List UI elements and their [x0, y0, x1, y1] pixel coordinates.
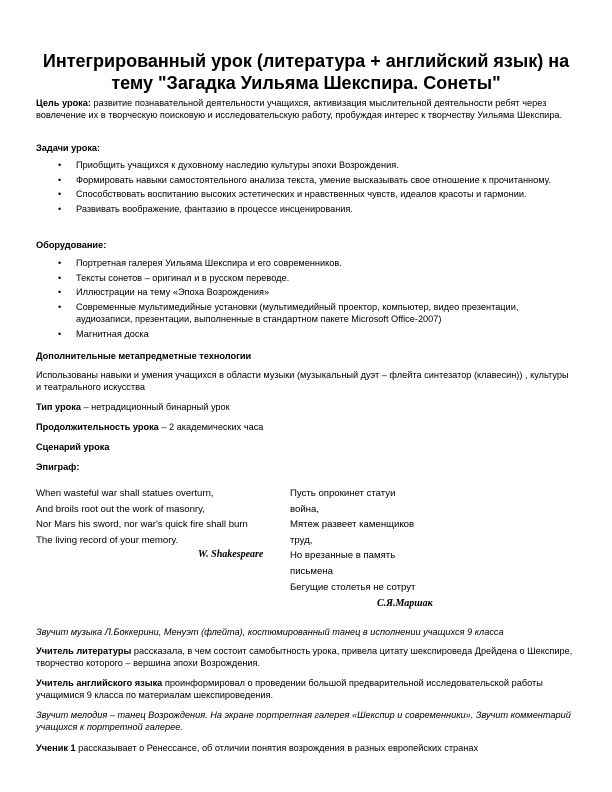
- tasks-heading: Задачи урока:: [36, 143, 101, 153]
- list-item: • Современные мультимедийные установки (мультимедийный проектор, компьютер, видео презентации, аудиозаписи, презентации, выполненные в стандартном пакете Microsoft Office-2007): [36, 301, 576, 326]
- literature-teacher-label: Учитель литературы: [36, 646, 132, 656]
- list-item: • Приобщить учащихся к духовному наследию культуры эпохи Возрождения.: [36, 159, 576, 171]
- meta-text: Использованы навыки и умения учащихся в области музыки (музыкальный дуэт – флейта синтезатор (клавесин)) , культуры и театрального искусства: [36, 370, 569, 393]
- document-title: Интегрированный урок (литература + английский язык) на тему "Загадка Уильяма Шекспира. Сонеты": [42, 51, 570, 93]
- lesson-goal-label: Цель урока:: [36, 98, 91, 108]
- poem-line: And broils root out the work of masonry,: [36, 503, 205, 515]
- lesson-type-label: Тип урока: [36, 402, 81, 412]
- lesson-duration: [36, 421, 576, 433]
- list-item: • Способствовать воспитанию высоких эстетических и нравственных чувств, идеалов красоты и гармонии.: [36, 188, 576, 200]
- poem-line: When wasteful war shall statues overturn,: [36, 488, 214, 499]
- list-item: • Магнитная доска: [36, 328, 576, 340]
- poem-line: Бегущие столетья не сотрут: [290, 581, 416, 593]
- poem-line: Но врезанные в память: [290, 550, 396, 562]
- poem-line: Мятеж развеет каменщиков: [290, 519, 415, 531]
- lesson-duration-label: Продолжительность урока: [36, 422, 159, 432]
- poem-line: война,: [290, 503, 319, 515]
- equipment-heading: Оборудование:: [36, 240, 107, 250]
- poem-line: The living record of your memory.: [36, 534, 179, 546]
- english-teacher-label: Учитель английского языка: [36, 678, 163, 688]
- english-teacher-text: проинформировал о проведении большой предварительной исследовательской работы учащимися 9 класса по материалам шекспироведения.: [36, 678, 543, 701]
- music-note: Звучит музыка Л.Боккерини, Менуэт (флейта), костюмированный танец в исполнении учащихся 9 класса: [36, 627, 504, 637]
- poem-line: труд,: [290, 534, 313, 546]
- english-teacher: [36, 677, 576, 702]
- list-item: • Формировать навыки самостоятельного анализа текста, умение высказывать свое отношение к прочитанному.: [36, 174, 576, 186]
- epigraph-russian: [290, 486, 470, 595]
- poem-line: Пусть опрокинет статуи: [290, 488, 396, 499]
- melody-note: Звучит мелодия – танец Возрождения. На экране портретная галерея «Шекспир и современники». Звучит комментарий учащихся к портретной галерее.: [36, 710, 571, 733]
- literature-teacher-text: рассказала, в чем состоит самобытность урока, привела цитату шекспироведа Дрейдена о Шекспире, творчество которого – вершина эпохи Возрождения.: [36, 646, 573, 669]
- list-item: • Портретная галерея Уильяма Шекспира и его современников.: [36, 257, 576, 269]
- literature-teacher: [36, 645, 576, 670]
- list-item: • Иллюстрации на тему «Эпоха Возрождения»: [36, 286, 576, 298]
- lesson-goal-text: развитие познавательной деятельности учащихся, активизация мыслительной деятельности ребят через вовлечение их в творческую поисковую и исследовательскую работу, пробуждая интерес к творчеству Уильяма Шекспира.: [36, 98, 563, 121]
- lesson-type: [36, 401, 576, 413]
- russian-author-signature: С.Я.Маршак: [377, 598, 433, 609]
- student-1-text: рассказывает о Ренессансе, об отличии понятия возрождения в разных европейских странах: [75, 743, 479, 753]
- student-1: [36, 742, 576, 754]
- epigraph-english: [36, 486, 286, 548]
- student-1-label: Ученик 1: [36, 743, 76, 753]
- equipment-list: [36, 257, 576, 342]
- list-item: • Тексты сонетов – оригинал и в русском переводе.: [36, 272, 576, 284]
- poem-line: письмена: [290, 565, 333, 577]
- epigraph-heading: Эпиграф:: [36, 462, 80, 472]
- tasks-list: [36, 159, 576, 217]
- lesson-type-text: – нетрадиционный бинарный урок: [80, 402, 230, 412]
- list-item: • Развивать воображение, фантазию в процессе инсценирования.: [36, 203, 576, 215]
- meta-heading: Дополнительные метапредметные технологии: [36, 351, 252, 361]
- lesson-duration-text: – 2 академических часа: [158, 422, 264, 432]
- lesson-goal: [36, 97, 576, 122]
- poem-line: Nor Mars his sword, nor war's quick fire shall burn: [36, 519, 248, 531]
- english-author-signature: W. Shakespeare: [198, 549, 264, 560]
- scenario-heading: Сценарий урока: [36, 442, 110, 452]
